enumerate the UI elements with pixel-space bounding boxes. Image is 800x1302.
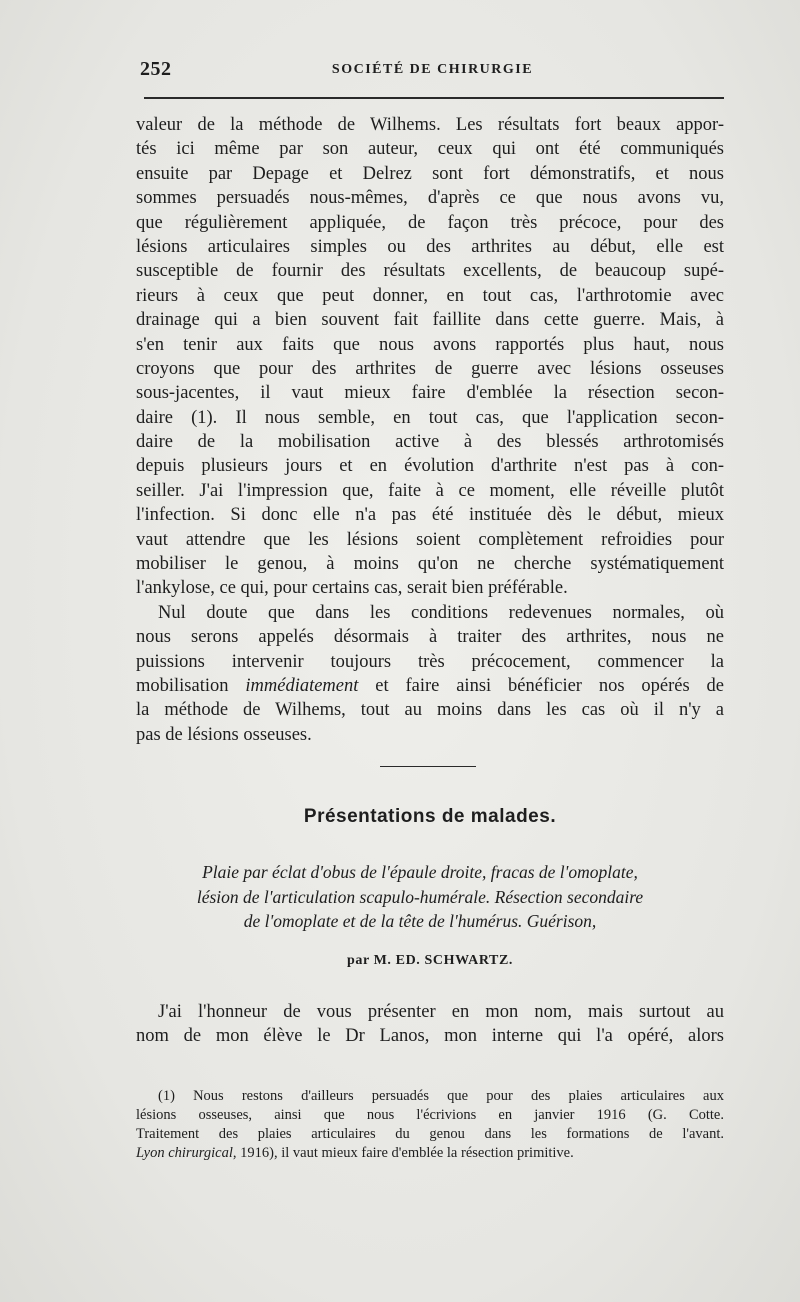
body-text — [136, 113, 724, 747]
paragraph-2-line: nous serons appelés désormais à traiter des arthrites, nous ne — [136, 627, 724, 648]
case-title-line: Plaie par éclat d'obus de l'épaule droite, fracas de l'omoplate, — [202, 862, 638, 882]
text-run: , 1916), il vaut mieux faire d'emblée la résection primitive. — [232, 1145, 574, 1161]
page-header — [140, 58, 725, 86]
paragraph-2-line — [136, 674, 724, 698]
text-line: lésions articulaires simples ou des arthrites au début, elle est — [136, 236, 724, 257]
intro-text — [136, 1000, 724, 1049]
footnote-line: Traitement des plaies articulaires du genou dans les formations de l'avant. — [136, 1126, 724, 1142]
section-title: Présentations de malades. — [303, 806, 557, 827]
text-line: vaut attendre que les lésions soient complètement refroidies pour — [136, 529, 724, 550]
footnote-line: (1) Nous restons d'ailleurs persuadés que pour des plaies articulaires aux — [158, 1088, 724, 1104]
footnote-line — [136, 1144, 724, 1163]
text-line: depuis plusieurs jours et en évolution d'arthrite n'est pas à con- — [136, 456, 724, 477]
text-line: sommes persuadés nous-mêmes, d'après ce que nous avons vu, — [136, 188, 724, 209]
case-title-line: lésion de l'articulation scapulo-humérale. Résection secondaire — [196, 886, 644, 907]
case-title-line: de l'omoplate et de la tête de l'humérus. Guérison, — [243, 911, 597, 931]
intro-line: J'ai l'honneur de vous présenter en mon nom, mais surtout au — [158, 1002, 724, 1022]
case-title — [110, 860, 730, 934]
text-line: ensuite par Depage et Delrez sont fort démonstratifs, et nous — [136, 163, 724, 184]
paragraph-2-line: puissions intervenir toujours très précocement, commencer la — [136, 651, 724, 672]
text-run: mobilisation — [136, 675, 246, 696]
text-line: l'ankylose, ce qui, pour certains cas, serait bien préférable. — [136, 578, 568, 599]
text-line: que régulièrement appliquée, de façon très précoce, pour des — [136, 212, 724, 233]
text-line: mobiliser le genou, à moins qu'on ne cherche systématiquement — [136, 554, 724, 575]
footnote-line: lésions osseuses, ainsi que nous l'écrivions en janvier 1916 (G. Cotte. — [136, 1107, 724, 1123]
running-head: SOCIÉTÉ DE CHIRURGIE — [331, 62, 534, 77]
text-line: daire de la mobilisation active à des blessés arthrotomisés — [136, 432, 724, 453]
text-run: et faire ainsi bénéficier nos opérés de — [358, 675, 724, 696]
text-line: drainage qui a bien souvent fait faillite dans cette guerre. Mais, à — [136, 310, 724, 331]
footnote — [136, 1087, 724, 1163]
text-line: daire (1). Il nous semble, en tout cas, que l'application secon- — [136, 407, 724, 428]
text-line: tés ici même par son auteur, ceux qui ont été communiqués — [136, 139, 724, 160]
text-line: l'infection. Si donc elle n'a pas été instituée dès le début, mieux — [136, 505, 724, 526]
text-line: croyons que pour des arthrites de guerre avec lésions osseuses — [136, 358, 724, 379]
author-line: par M. ED. SCHWARTZ. — [346, 953, 514, 968]
text-line: s'en tenir aux faits que nous avons rapportés plus haut, nous — [136, 334, 724, 355]
page-number: 252 — [140, 58, 172, 80]
text-line: sous-jacentes, il vaut mieux faire d'emblée la résection secon- — [136, 383, 724, 404]
paragraph-2-line: la méthode de Wilhems, tout au moins dans les cas où il n'y a — [136, 700, 724, 721]
text-line: susceptible de fournir des résultats excellents, de beaucoup supé- — [136, 261, 724, 282]
paragraph-2-line: pas de lésions osseuses. — [136, 724, 312, 745]
header-rule — [144, 97, 724, 99]
section-divider — [380, 766, 476, 767]
intro-line: nom de mon élève le Dr Lanos, mon interne qui l'a opéré, alors — [136, 1026, 724, 1047]
text-line: rieurs à ceux que peut donner, en tout cas, l'arthrotomie avec — [136, 285, 724, 306]
journal-title: Lyon chirurgical — [136, 1145, 233, 1161]
italic-word: immédiatement — [245, 675, 359, 696]
paragraph-2-line: Nul doute que dans les conditions redevenues normales, où — [158, 602, 724, 623]
text-line: valeur de la méthode de Wilhems. Les résultats fort beaux appor- — [136, 115, 724, 135]
text-line: seiller. J'ai l'impression que, faite à ce moment, elle réveille plutôt — [136, 480, 724, 501]
